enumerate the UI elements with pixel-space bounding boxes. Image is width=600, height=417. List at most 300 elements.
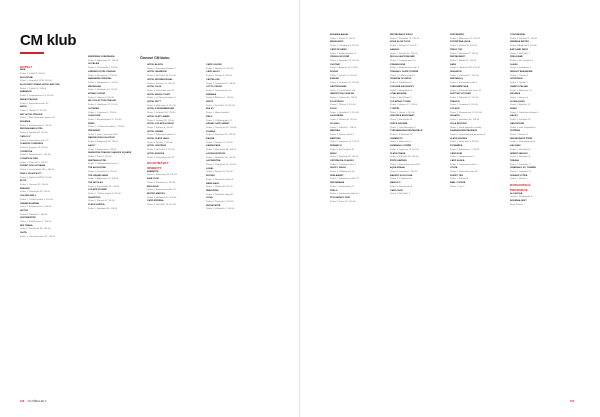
member-address: Praha 1, nám. Republiky 5 (510, 126, 536, 129)
member-name: PIZZERIA (510, 130, 520, 133)
member-name: STAROMĚSTSKÁ (450, 85, 469, 88)
member-name: DINITZ (206, 101, 214, 104)
member-address: Praha 1, Dlouhá 1 (510, 178, 528, 181)
member-address: Praha 1, Králodvorská 4, 110 00 (20, 124, 52, 127)
member-name: SHERATON PRAGUE CHARLES SQUARE (88, 152, 132, 155)
member-name: HOFFMEISTER (20, 217, 36, 220)
member-address: Praha 1, Smetanovo nábř. 2 (450, 163, 478, 166)
member-address: Praha 1, Cihelná 2b, 118 00 (330, 96, 358, 99)
member-address: Praha 4, Lhotecká 1, 143 00 (390, 171, 418, 174)
member-address: Praha 1, Mánesova 3 (390, 141, 411, 144)
member-name: SANSHO (390, 48, 400, 51)
member-name: HOTEL YASMIN (147, 130, 164, 133)
member-name: DOBRÝ TEN (450, 174, 463, 177)
member-address: Praha 1, Smetanovo nábř. 4 (450, 82, 478, 85)
member-name: COSTA (450, 167, 458, 170)
member-name: HOTEL EUROPA (147, 152, 165, 155)
column (390, 34, 426, 197)
member-address: Praha 1, Karmelitská 26, 118 00 (88, 185, 120, 188)
member-address: Praha 1, Slovanský ostrov 226 (390, 163, 420, 166)
member-address: Praha 1, Smetanovo nábř. 18 (147, 189, 176, 192)
member-name: CAFÉ LOUVRE (206, 64, 222, 66)
member-name: NAOKY (510, 115, 518, 118)
member-address: Praha 1, Týn 2 (450, 185, 465, 188)
member-address: Praha 2, Anglická 15, 120 00 (330, 67, 358, 70)
member-name: ZLATÁ HRUŠKA (450, 137, 467, 140)
member-address: Praha 1, Týnská 3 (510, 82, 528, 85)
member-address: Praha 1, U Obecního domu 3 (147, 97, 176, 100)
page-subtitle: Členové CM klubu (140, 56, 170, 60)
member-address: Praha 1, Ostrovní 32, 110 00 (20, 184, 48, 186)
member-name: PASTACAFFÉ (206, 204, 221, 207)
member-address: Praha 1, Hybernská 12, 110 00 (88, 178, 119, 181)
member-name: HOTEL ALWYN (147, 64, 163, 66)
member-name: IBIS PRAHA (20, 224, 33, 227)
member-address: Praha 5, Strakonická 8 (390, 185, 413, 188)
section-heading: DODAVATELÉ (510, 183, 531, 188)
member-name: THE AUGUSTINE (88, 167, 106, 170)
member-address: Praha 1, Na Kampě 8b, 118 00 (206, 149, 236, 152)
member-name: CAFÉ DE PARIS (330, 48, 347, 51)
member-address: Praha 1, Keplerova 6, 118 00 (88, 148, 117, 151)
member-name: U FLEKŮ (450, 108, 460, 111)
member-address: Praha 1, U Zlaté studně 4 (390, 74, 415, 77)
member-address: Praha 1, Pařížská 22 (510, 119, 531, 122)
member-name: GRAND CAFÉ ORIENT (206, 123, 230, 126)
member-address: Praha 1, Dlouhá 10, 110 00 (450, 45, 477, 48)
member-address: Praha 1, Masná 2, 110 00 (330, 37, 356, 40)
member-address: Praha 1, Na Perštýně 15 (330, 148, 354, 151)
member-name: LE MALDIVES (510, 100, 525, 103)
member-name: ESSENS (330, 78, 339, 81)
member-name: BELLEVUE (147, 185, 159, 188)
member-name: CHUTNEY (330, 63, 341, 66)
member-name: HOTEL JULIS (147, 86, 162, 89)
member-name: CAFÉ NOIR (450, 152, 463, 155)
member-name: MAXIMILIAN (88, 85, 102, 88)
member-name: HILTON (20, 209, 28, 212)
member-name: FRESH BAR (510, 56, 523, 59)
member-address: Praha 1, Pařížská 30, 110 00 (390, 156, 419, 159)
page-number: 107 (570, 400, 575, 403)
member-name: ILLUSTRATO (330, 100, 344, 103)
member-address: Praha 1, Karlova 8 (450, 178, 469, 181)
member-name: TRADICE (450, 100, 460, 103)
member-name: U ZLATÉHO TYGRA (390, 100, 411, 103)
member-address: Praha 1, Tržiště 19, 118 00 (20, 87, 47, 90)
column (206, 64, 242, 212)
member-address: Praha 1, Staroměstské nám. 19 (450, 89, 481, 92)
member-name: KOGO (330, 108, 337, 111)
member-address: Praha 1, Karlova 2 (510, 133, 529, 136)
member-address: Praha 1, Trojanova 3, 120 00 (88, 111, 117, 114)
member-address: Praha 1, Templová 5, 110 00 (450, 104, 478, 107)
member-address: Praha 1, Jungmannova 2 (450, 156, 475, 159)
column (510, 34, 546, 207)
member-address: Praha 1, Na Poříčí 12, 110 00 (206, 104, 235, 107)
member-name: SUPPORT KITCHEN (450, 93, 471, 96)
member-address: Praha 8, Pobřežní 1, 186 00 (20, 213, 48, 216)
member-address: Praha 1, Platnéřská 13, 110 00 (206, 163, 236, 166)
member-name: BOHEMIA SEKT (510, 199, 527, 202)
member-name: THE NICOLAS (88, 181, 103, 184)
member-name: HOTEL GRANDIOR (147, 71, 167, 74)
member-address: Praha 1, Jungmannova 14, 110 00 (20, 95, 54, 98)
member-address: Praha 1, Na Poříčí 15, 110 00 (147, 204, 176, 207)
member-name: MANDARIN ORIENTAL (88, 78, 112, 81)
member-address: Praha 1, Nerudova 36, 118 00 (450, 119, 480, 122)
member-name: HOTEL ROTT (147, 101, 161, 104)
member-name: VYŠEHRADSKÁ RESTAURACE (390, 130, 423, 133)
member-address: Praha 1, Křemencova 11, 110 00 (450, 111, 482, 114)
member-name: EISLEY (206, 108, 214, 111)
member-address: Praha 1, Slovanský ostrov (510, 141, 536, 144)
member-name: GLASS (510, 63, 518, 66)
member-address: Praha 1, Vězeňská 8 (510, 148, 531, 151)
member-name: TAVERNA OLYMPOS (390, 78, 412, 81)
member-name: BRASILEIRO (330, 41, 344, 44)
member-name: HERGET BRASSERIE (510, 71, 533, 74)
member-name: CAFÉ ONCE (390, 189, 403, 192)
member-name: SMETANA Q (450, 78, 463, 81)
member-name: OLDHOUSE (88, 115, 101, 118)
member-address: Praha 2, Mánesova 17, 120 00 (450, 37, 480, 40)
member-address: Praha 1, Týnská 21, 110 00 (330, 74, 357, 77)
member-name: EMBLEM (20, 187, 30, 190)
member-name: KEMPINSKI HYBERNSKÁ (88, 56, 115, 58)
member-address: Praha 1, Strahovské nádvoří 1 (330, 193, 360, 196)
member-address: Praha 1, Jakubská 8, 110 00 (20, 132, 48, 135)
member-address: Praha 1, Haštalská 2, 110 00 (450, 52, 479, 55)
member-address: Praha 2, Kateřinská 36, 120 00 (20, 228, 51, 231)
member-address: Praha 1, Vlašská 7, 118 00 (330, 126, 357, 129)
page-number: 106 (20, 400, 25, 403)
member-name: VEGAN'S (450, 115, 460, 118)
member-address: Praha 1, Dlouhá 33, 110 00 (206, 171, 233, 174)
member-name: PEPPERMINT (450, 34, 465, 36)
member-name: LE GRILL (330, 122, 340, 125)
member-address: Praha 1, Novotného lávka 9 (206, 178, 233, 181)
member-name: LINDNER HOTEL PRAGUE (88, 70, 116, 73)
folio-label: CM PŘEHLED 2 (27, 400, 47, 403)
section-heading: OBJEKTY (147, 166, 162, 171)
member-name: POTREFENÁ HUSA (450, 41, 471, 44)
member-name: THE GRAND MARK (88, 174, 109, 177)
member-name: HOTEL U ZLATÉ KORUNY (147, 123, 175, 126)
member-name: DUM U VELKE BOTY (20, 172, 42, 175)
column (330, 34, 366, 204)
member-name: CONTINENTAL (510, 34, 526, 36)
member-name: AUGUSTINE (20, 76, 33, 79)
member-name: PARLAMENT (330, 174, 344, 177)
member-address: Praha 1, Staré zámecké schody (450, 126, 482, 129)
member-address: Praha 1, Haštalská 12, 110 00 (147, 196, 177, 199)
member-name: ŽOFÍN GARDEN (390, 159, 407, 162)
member-address: Praha 2, Rumunská 24 (390, 119, 413, 122)
member-name: ZLATÁ PRAHA (390, 152, 406, 155)
member-name: GOLDEN WELL (20, 195, 37, 198)
member-address: Praha 5, Strakonická 4 (510, 196, 533, 199)
member-address: Praha 1, Dlouhá 22, 110 00 (20, 109, 47, 112)
member-address: Praha 7, Veletržní 26, 170 00 (147, 112, 176, 115)
member-address: Praha 2, Jana Masaryka 3 (390, 126, 416, 129)
member-name: TERASA U ZLATÉ STUDNĚ (390, 71, 419, 74)
member-name: PARIS (88, 122, 95, 125)
member-name: BASILICO (390, 182, 401, 185)
member-address: Praha 1, Senovážné nám. 13 (20, 139, 49, 142)
member-address: Praha 1, Na Poříčí 2 (510, 52, 530, 55)
member-name: AMBIANCE (20, 91, 32, 94)
member-name: SAVOY (88, 144, 96, 147)
member-name: ART HOTEL PRAGUE (20, 113, 43, 116)
member-address: Praha 1, Haštalská 14, 110 00 (88, 89, 118, 92)
member-address: Praha 2, Šafaříkova 1, 120 00 (450, 148, 480, 151)
member-address: Praha 1, Malé nám. 4, 110 00 (147, 104, 176, 107)
member-address: Praha 1, Vězeňská 1, 110 00 (206, 208, 235, 211)
member-address: Praha 1, U Zlaté studně 4, 118 00 (88, 193, 121, 196)
member-name: LE PALAIS (88, 63, 100, 66)
member-name: ALCHYMIST GRAND HOTEL AND SPA (20, 84, 60, 87)
member-name: KALINA (206, 138, 215, 141)
member-address: Praha 1, V Kolkovně 8 (390, 178, 412, 181)
member-name: PALFFY PALÁC (330, 167, 347, 170)
member-address: Praha 2, K Rotundě 10 (390, 133, 413, 136)
member-name: ZAHRADNÍ RESTAURACE (450, 130, 478, 133)
member-address: Praha 9, Freyova 33, 190 00 (20, 146, 48, 149)
member-name: EAST AND WEST (510, 48, 529, 51)
column (450, 34, 486, 190)
member-address: Praha 1, Letenská 12, 118 00 (88, 170, 117, 173)
member-name: BISTRO MARCEL (147, 192, 166, 195)
member-name: PEKLO (330, 189, 338, 192)
member-address: Praha 1, Těšnov 3, 110 00 (330, 104, 356, 107)
member-name: NEBOZÍZEK (206, 189, 219, 192)
member-name: ZLATÁ HVĚZDA (88, 204, 105, 207)
member-address: Praha 3, Vinohradská 157a, 130 00 (20, 169, 55, 172)
member-address: Praha 1, Dlouhá 42, 110 00 (88, 200, 115, 203)
member-address: Praha 3, Kubelíkova 9 (390, 82, 412, 85)
member-name: ASIA FOOD (147, 178, 160, 181)
member-address: Praha 1, Cihelná 2 (510, 74, 529, 77)
column (88, 56, 132, 212)
member-address: Praha 1, Václavské nám. 22 (147, 89, 175, 92)
member-address: Praha 1, Na Příkopě 3 (390, 96, 412, 99)
member-name: OBECNÍ DŮM (510, 122, 525, 125)
member-name: MARTINIS (330, 137, 341, 140)
member-name: U ZLATÉ STUDNĚ (88, 189, 107, 192)
member-name: HOTEL INTERNATIONAL (147, 78, 173, 81)
member-address: Praha 1, Nebovidská 1, 118 00 (88, 81, 118, 84)
member-address: Praha 1, Dlouhá 39, 110 00 (206, 186, 233, 189)
member-name: MONARCH (330, 145, 342, 148)
member-name: ZAHRADA V OPEŘE (390, 145, 412, 148)
member-name: JALTA (20, 232, 27, 235)
member-address: Starý Plzenec (510, 203, 524, 206)
member-name: RESTAURACE ŠVEJK (390, 34, 413, 36)
member-name: PASTAMANIA (330, 182, 345, 185)
member-address: Praha 1, Štěpánská 40, 110 00 (88, 141, 118, 144)
member-address: Praha 1, Havelská 27, 110 00 (330, 111, 359, 114)
member-name: BOHEMIA BAGEL (330, 34, 349, 36)
member-address: Praha 1, Legerova 75, 110 00 (390, 148, 419, 151)
member-address: Praha 1, Dlouhá 18, 110 00 (330, 119, 357, 122)
member-address: Praha 1, Václavské nám. 48 (450, 171, 478, 174)
member-name: MOSAIC HOUSE (88, 93, 106, 96)
member-address: Praha 7, Nad Královskou oborou 53 (20, 117, 55, 120)
member-address: Praha 1, Masná 11, 110 00 (450, 59, 477, 62)
member-address: Praha 1, Nový Svět 3, 118 00 (450, 141, 479, 144)
member-name: FIELD (206, 115, 213, 118)
member-address: Praha 1, Letenská 12 (510, 171, 531, 174)
member-name: OSTERIA DA CLAUDIO (330, 159, 354, 162)
member-name: VILLA RICHTER (450, 122, 467, 125)
member-name: ANDAZ PRAGUE (20, 98, 38, 101)
member-address: Praha 7, Dělnická 12, 170 00 (450, 96, 479, 99)
member-address: Praha 1, Loretánská 9, 118 00 (206, 82, 236, 85)
member-name: BOHEMIA (20, 121, 31, 124)
member-name: CLARION CONGRESS (20, 143, 44, 146)
member-address: Praha 1, Letenská 12/33, 118 00 (20, 80, 52, 83)
member-name: SALONEK (510, 145, 521, 148)
member-address: Praha 1, Letenská 12, 118 00 (330, 82, 359, 85)
member-address: Praha 2, Ostrčilovo nám. 5 (330, 163, 356, 166)
member-address: Praha 1, Politických vězňů 12 (147, 134, 176, 137)
member-name: LA FINESTRA (206, 160, 221, 163)
member-address: Praha 1, Týnská 7, 110 00 (147, 141, 173, 144)
member-name: DORINT DON GIOVANNI (20, 165, 46, 168)
member-name: VINICE GROSBE (390, 122, 408, 125)
member-address: Praha 1, U Radnice 8, 110 00 (330, 45, 359, 48)
member-address: Praha 1, Vodičkova 37, 110 00 (88, 104, 118, 107)
member-address: Praha 2, Ječná 15, 120 00 (330, 200, 356, 203)
member-name: NH COLLECTION PRAGUE (88, 100, 116, 103)
member-address: Praha 2, Plavecká 4, 128 00 (206, 201, 234, 204)
member-name: LA DEGUSTATION (206, 152, 226, 155)
member-address: Praha 1, Husova 17, 110 00 (390, 104, 418, 107)
member-address: Praha 3, Vinohradská 110 (330, 89, 356, 92)
member-address: Praha 4, Kongresová 1, 140 69 (20, 154, 51, 157)
member-address: Praha 1, Haštalská 18, 110 00 (206, 156, 236, 159)
member-name: ZDRAVÁ VÝŽIVA (510, 174, 528, 177)
section-heading: PRODUKCE (510, 188, 528, 193)
member-name: HOTEL ZLATÁ VÁHA (147, 138, 169, 141)
member-address: Praha 1, Na Poříčí 3, 110 00 (147, 149, 175, 152)
column (147, 64, 183, 208)
member-address: Praha 1, Tržiště 9, 118 00 (20, 72, 45, 75)
member-name: HOSPŮDKA (510, 78, 523, 81)
member-address: Praha 2, Slavíkova 22, 120 00 (206, 134, 236, 137)
member-name: EBEL COFFEE (450, 182, 466, 185)
member-address: Praha 1, Valdštejnská 14 (330, 171, 355, 174)
member-name: YAMAMOTO (390, 137, 403, 140)
member-address: Praha 1, Dlouhá 12, 110 00 (206, 141, 233, 144)
member-address: Praha 1, Malostranské nám. 5 (390, 67, 420, 70)
member-name: AQUA PRAHA (390, 167, 405, 170)
member-address: Praha 1, Na Perštýně 9 (510, 59, 533, 62)
member-address: Praha 1, Celetná 29, 110 00 (147, 119, 175, 122)
member-address: Praha 1, Václavské nám. 25 (147, 156, 175, 159)
member-name: CORINTHIA (20, 150, 33, 153)
member-name: PIVOVARSKÝ DŮM (330, 196, 350, 199)
member-name: SMETANA HOTEL (88, 159, 107, 162)
member-address: Praha 1, Smetanovo nábř. 19 (330, 178, 359, 181)
member-address: Praha 7, Dukelských hrdinů 2 (147, 67, 176, 70)
member-name: OCTAVIAN (88, 107, 100, 110)
member-name: ANTIK (20, 106, 27, 109)
member-name: STEAKHOUSE (390, 63, 406, 66)
member-address: Praha 6, Koulova 15, 160 45 (147, 82, 175, 85)
member-address: Praha 1, Hlavní nádraží (206, 112, 229, 115)
member-name: COTTO CRUDO (206, 86, 223, 89)
member-address: Praha 1, Rytířská 12 (510, 104, 530, 107)
member-name: COSMOPOLITAN (20, 158, 38, 161)
member-address: Praha 1, Václavské nám. 45, 110 00 (20, 235, 56, 238)
member-name: RADISSON BLU ALCRON (88, 137, 115, 140)
member-address: Praha 3, Koněvova 6, 130 00 (147, 181, 176, 184)
member-address: Praha 5, Rozvojová 2, 150 00 (88, 74, 117, 77)
member-address: Praha 1, Havelská 23, 110 00 (330, 59, 359, 62)
member-name: ZVONAŘKA (450, 145, 463, 148)
member-name: LA BOHÈME (330, 115, 344, 118)
member-name: JAMIE'S ITALIAN (510, 85, 528, 88)
right-page (300, 0, 600, 417)
member-address: Praha 2, Na Bojišti 12, 120 00 (390, 37, 420, 40)
member-address: Praha 1, Na Poříčí 3 (390, 193, 410, 196)
member-address: Praha 2, Vinohradská 21 (330, 185, 355, 188)
member-name: ROSE SLOW FOOD (390, 41, 411, 44)
page-folio-left (20, 400, 47, 403)
member-name: HOTEL KINGS COURT (147, 93, 171, 96)
member-address: Praha 1, Veleslavínova 2a (206, 89, 232, 92)
member-address: Praha 1, Malé nám. 11 (510, 89, 532, 92)
member-name: TERASA (510, 159, 519, 162)
member-address: Praha 7, Dukelských hrdinů 8 (510, 111, 539, 114)
member-address: Praha 1, Bartolomějská 11, 110 00 (88, 118, 122, 121)
member-address: Praha 1, Králodvorská 4, 110 00 (20, 206, 52, 209)
member-name: SAPA (450, 63, 456, 66)
member-name: U ŠALAMOUNA (390, 93, 407, 96)
member-address: Praha 1, Petrská 25, 110 00 (390, 52, 418, 55)
member-address: Praha 1, Jungmannova 15 (390, 59, 416, 62)
member-address: Praha 1, Národní 22, 110 00 (206, 67, 234, 70)
member-name: MLÝNEC (206, 175, 216, 178)
member-name: ALCAPONE (510, 192, 523, 195)
member-address: Praha 1, Velkopřevorské nám. 1 (88, 163, 120, 166)
section-heading: HOTELY (20, 65, 33, 69)
member-name: BUDDHA-BAR HOTEL (20, 128, 43, 131)
member-name: RESTAURANT (450, 56, 465, 59)
member-address: Praha 2, Mánesova 59, 120 00 (147, 174, 177, 177)
member-name: VINÁRNA U SV. TOMÁŠE (510, 167, 536, 170)
member-address: Praha 3, Seifertova 4 (510, 67, 531, 70)
member-address: Praha 1, Václavská 2, 120 00 (450, 74, 479, 77)
member-name: GASTRONOMIE (330, 85, 347, 88)
member-name: ELITE (20, 180, 27, 183)
title-rule (20, 52, 44, 54)
member-name: HERGETOVA CIHELNA (330, 93, 354, 96)
member-name: NOBU (330, 152, 337, 155)
member-address: Praha 1, Pod Bruskou 7, 118 00 (20, 221, 51, 224)
member-name: DIVINIS (330, 71, 338, 74)
member-address: Praha 2, U Zvonařky 1, 120 00 (88, 67, 118, 70)
member-name: CAFÉ SAVOY (206, 71, 221, 74)
member-name: DEMINKA (206, 93, 217, 96)
member-address: Praha 1, Nerudova 8 (510, 156, 531, 159)
member-address: Praha 1, Pařížská 19, 110 00 (330, 156, 359, 159)
member-address: Praha 5, Vítězná 5, 150 00 (206, 75, 233, 78)
member-name: SINGAPUR (450, 71, 462, 74)
member-name: MAITREA (330, 130, 340, 133)
